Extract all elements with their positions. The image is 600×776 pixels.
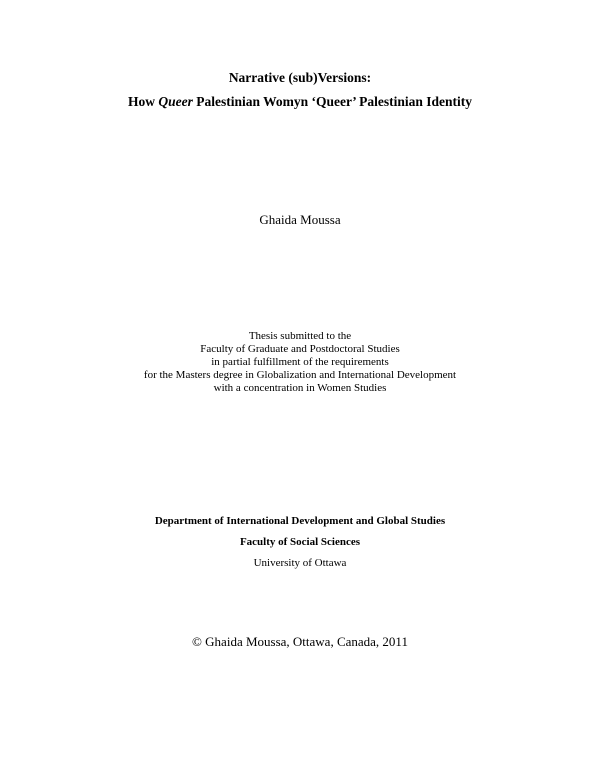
author-name: Ghaida Moussa	[259, 212, 341, 227]
title-italic-word: Queer	[158, 94, 193, 109]
department-name: Department of International Development and Global Studies	[154, 515, 446, 527]
title-suffix: Palestinian Womyn ‘Queer’ Palestinian Identity	[192, 94, 472, 109]
thesis-title-line-1: Narrative (sub)Versions:	[228, 70, 372, 85]
submission-line: Thesis submitted to the	[248, 330, 352, 342]
submission-line: with a concentration in Women Studies	[213, 382, 387, 394]
university-name: University of Ottawa	[253, 557, 347, 569]
submission-line: in partial fulfillment of the requirements	[211, 356, 389, 368]
submission-line: Faculty of Graduate and Postdoctoral Studies	[200, 343, 400, 355]
title-prefix: How	[128, 94, 159, 109]
faculty-name: Faculty of Social Sciences	[239, 536, 361, 548]
submission-line: for the Masters degree in Globalization and International Development	[143, 369, 457, 381]
copyright-notice: © Ghaida Moussa, Ottawa, Canada, 2011	[192, 634, 408, 649]
thesis-title-line-2	[0, 94, 600, 110]
